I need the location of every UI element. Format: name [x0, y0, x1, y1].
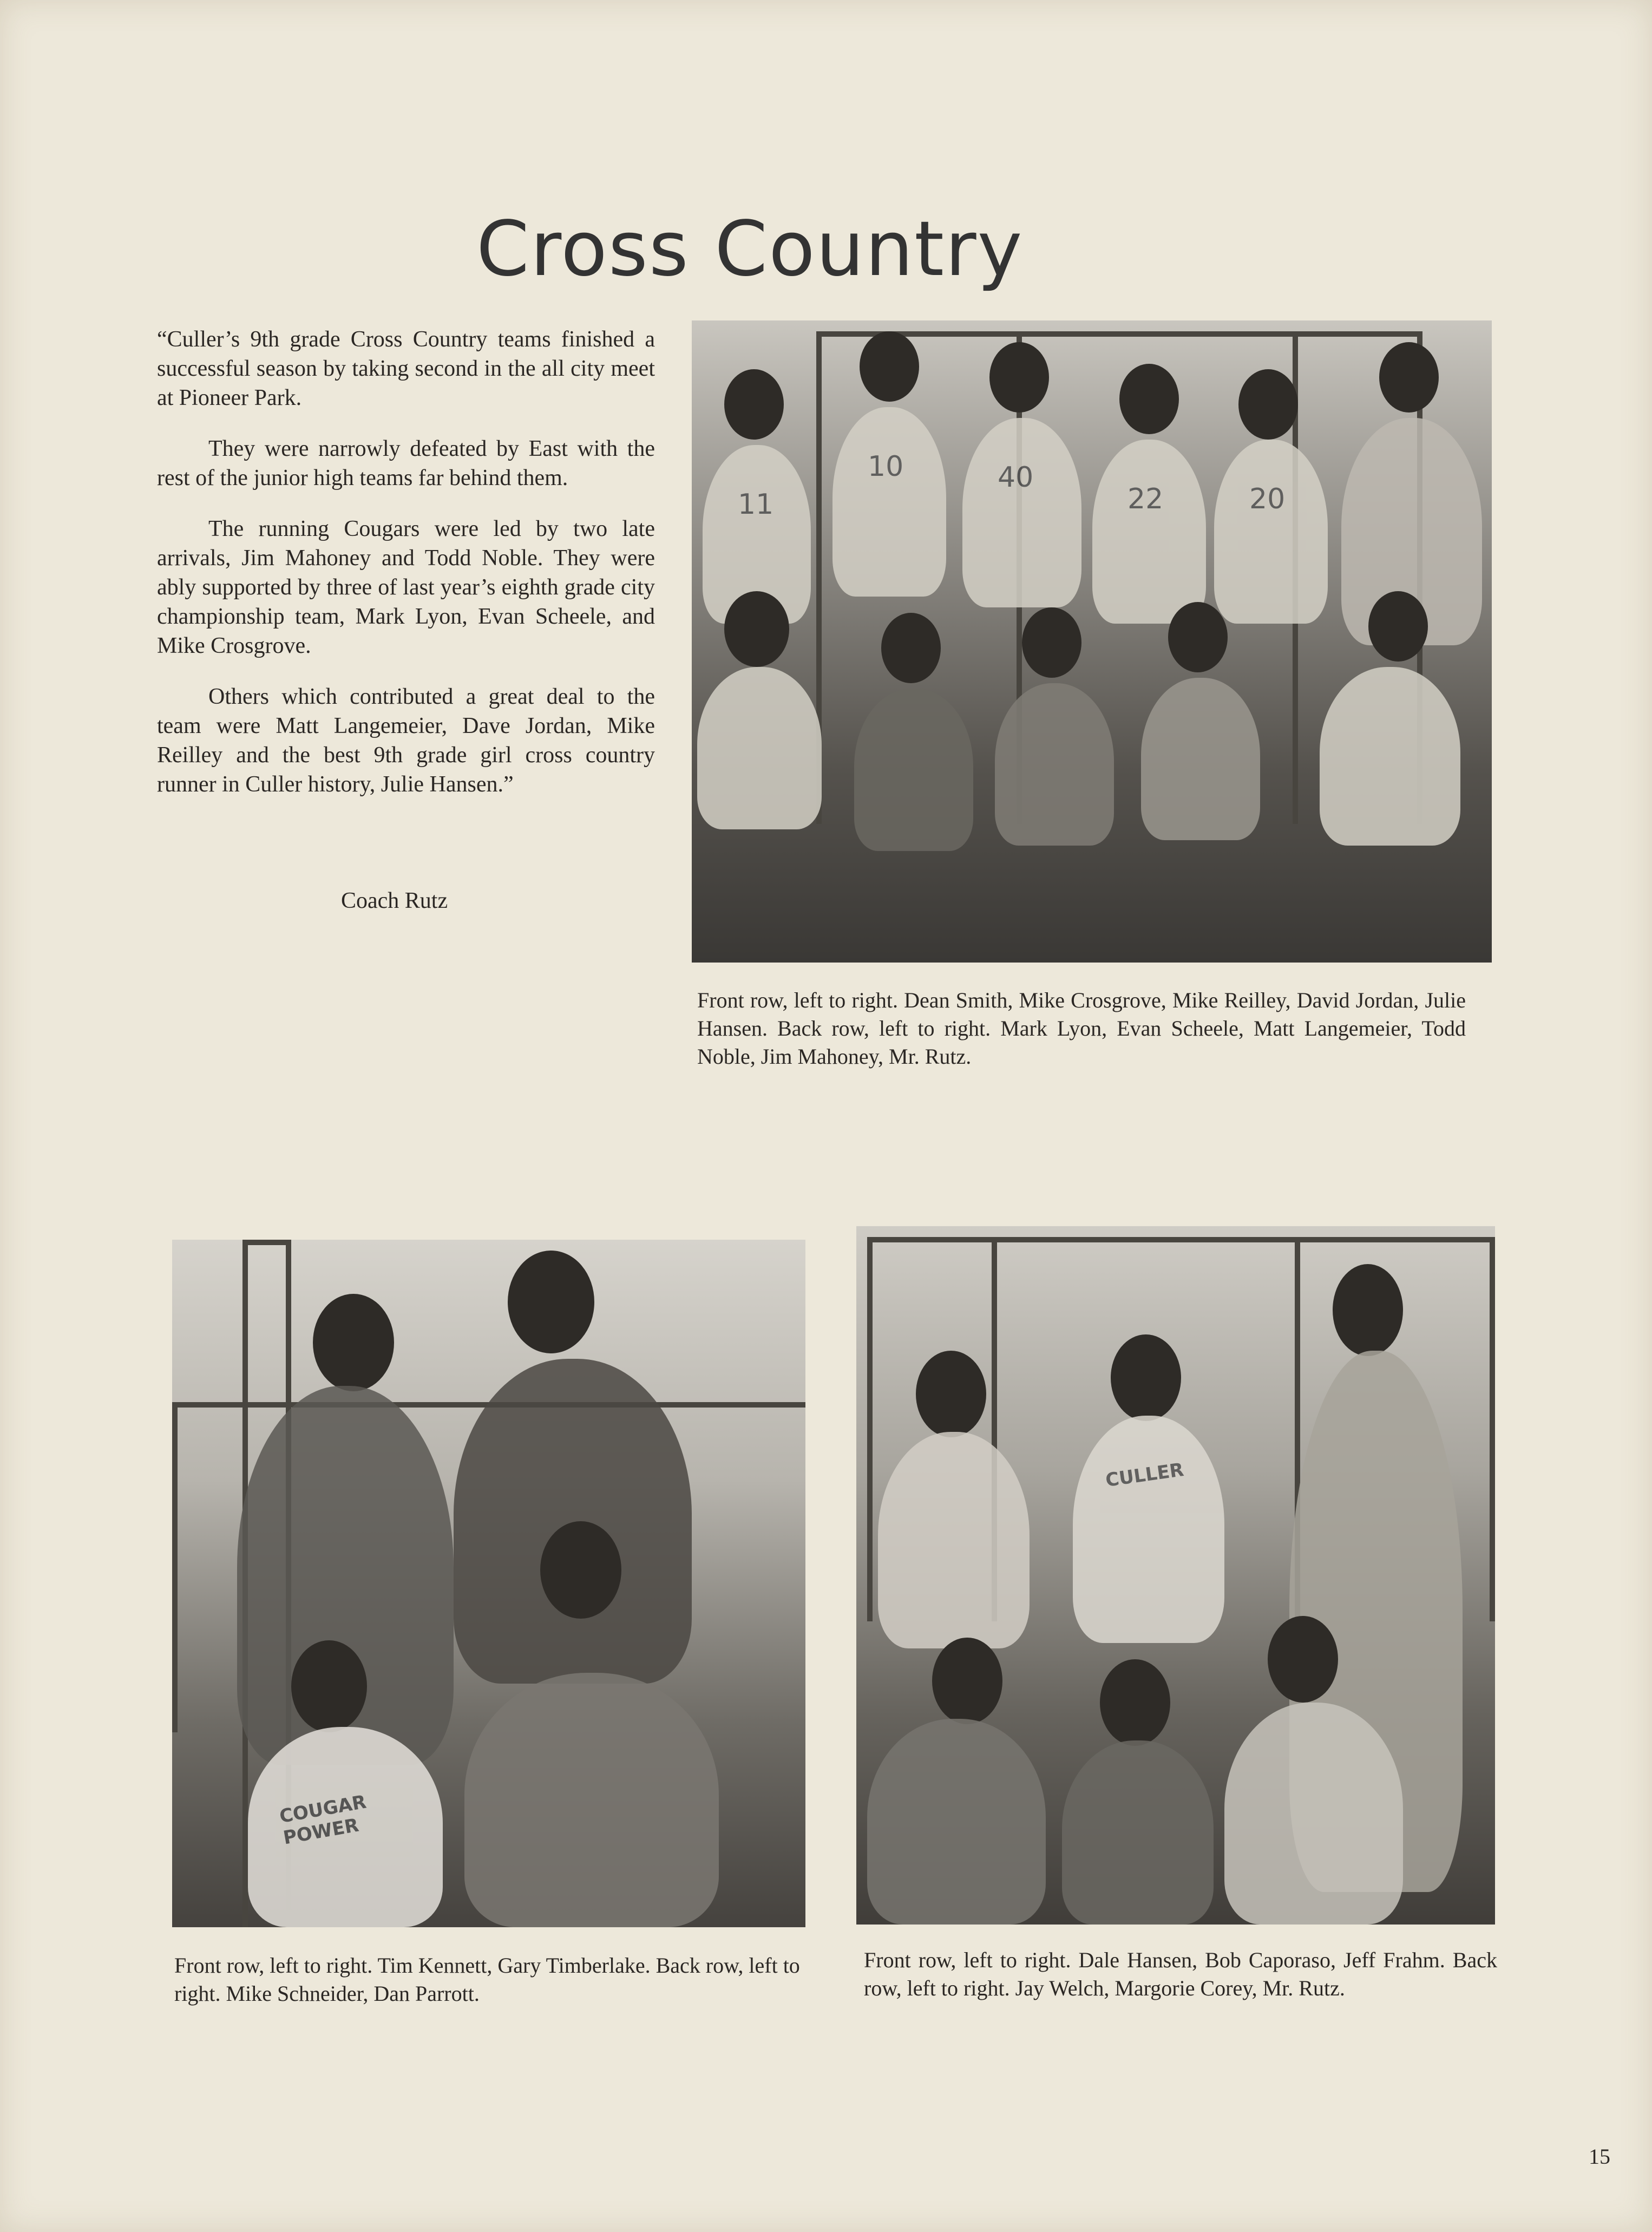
- page-number: 15: [1589, 2144, 1610, 2169]
- intro-paragraph: The running Cougars were led by two late arrivals, Jim Mahoney and Todd Noble. They were ably supported by three of last year’s eighth grade city championship team, Mark Lyon, Evan Scheele, and Mike Crosgrove.: [157, 516, 655, 658]
- jersey-number: 22: [1127, 483, 1164, 515]
- shirt-text: CULLER: [1104, 1459, 1185, 1491]
- runner-figure: [962, 418, 1081, 607]
- page-title: Cross Country: [476, 205, 1024, 293]
- runner-figure: [854, 689, 973, 851]
- runner-figure: [1141, 678, 1260, 840]
- student-figure: [867, 1719, 1046, 1925]
- coach-signature: Coach Rutz: [341, 888, 448, 913]
- student-figure: [1073, 1416, 1224, 1643]
- runner-figure: [832, 407, 946, 597]
- runner-figure: [1092, 440, 1206, 624]
- runner-figure: [995, 683, 1114, 846]
- student-figure: [1062, 1740, 1214, 1925]
- group-photo-left-caption: Front row, left to right. Tim Kennett, Gary Timberlake. Back row, left to right. Mike Schneider, Dan Parrott.: [174, 1953, 800, 2006]
- runner-figure: [1320, 667, 1460, 846]
- runner-figure: [697, 667, 822, 829]
- jersey-number: 40: [998, 461, 1034, 494]
- student-figure: [454, 1359, 692, 1684]
- shirt-text: COUGAR POWER: [278, 1791, 368, 1849]
- student-figure: [1224, 1703, 1403, 1925]
- intro-text: [157, 325, 655, 821]
- jersey-number: 11: [738, 488, 774, 521]
- student-figure: [878, 1432, 1030, 1648]
- student-figure: [248, 1727, 443, 1927]
- jersey-number: 20: [1249, 483, 1286, 515]
- student-figure: [464, 1673, 719, 1927]
- team-photo-caption: Front row, left to right. Dean Smith, Mike Crosgrove, Mike Reilley, David Jordan, Julie Hansen. Back row, left to right. Mark Lyon, Evan Scheele, Matt Langemeier, Todd Noble, Jim Mahoney, Mr. Rutz.: [697, 988, 1466, 1069]
- jersey-number: 10: [868, 450, 904, 483]
- group-photo-right-caption: Front row, left to right. Dale Hansen, Bob Caporaso, Jeff Frahm. Back row, left to right. Jay Welch, Margorie Corey, Mr. Rutz.: [864, 1948, 1497, 2000]
- team-photo: [692, 320, 1492, 963]
- intro-paragraph: Others which contributed a great deal to the team were Matt Langemeier, Dave Jordan, Mike Reilley and the best 9th grade girl cross country runner in Culler history, Julie Hansen.”: [157, 684, 655, 797]
- intro-paragraph: They were narrowly defeated by East with the rest of the junior high teams far behind them.: [157, 436, 655, 490]
- group-photo-right: [856, 1226, 1495, 1925]
- group-photo-left: [172, 1240, 805, 1927]
- intro-paragraph: “Culler’s 9th grade Cross Country teams finished a successful season by taking second in the all city meet at Pioneer Park.: [157, 327, 655, 410]
- runner-figure: [1214, 440, 1328, 624]
